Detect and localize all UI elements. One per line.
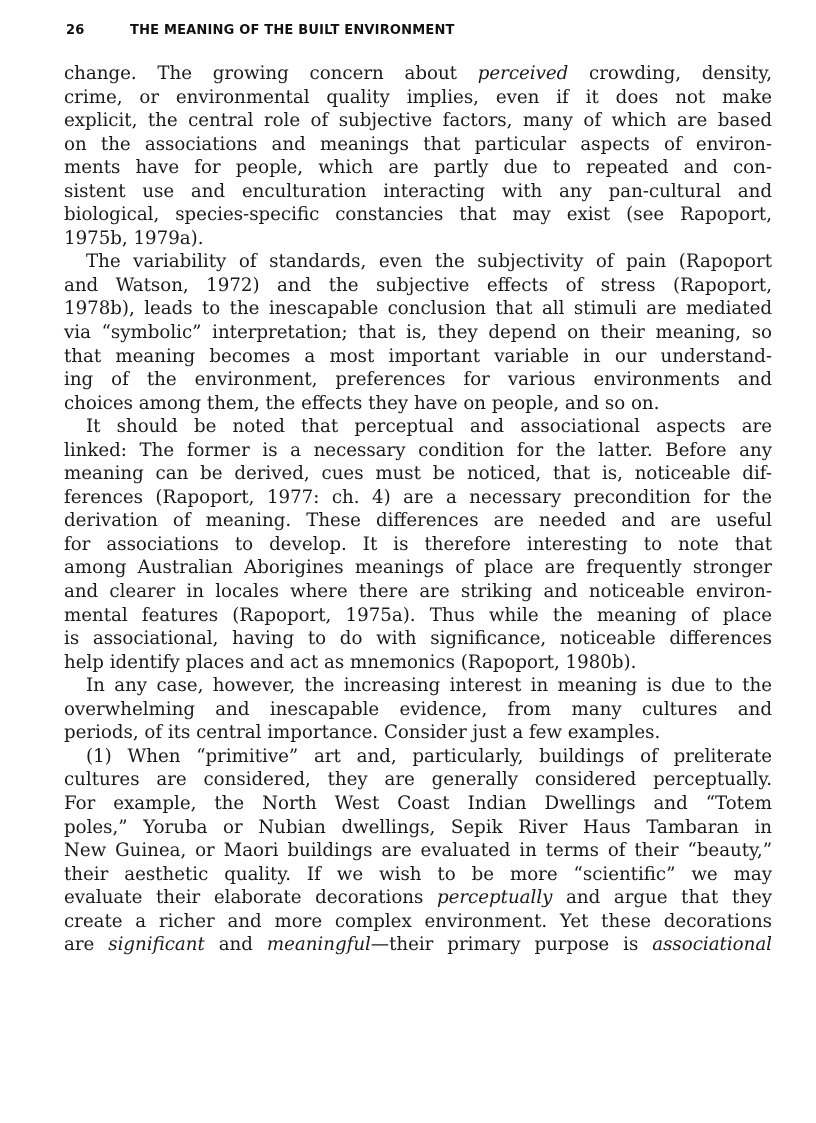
text-line xyxy=(64,745,772,769)
text-run: —their primary purpose is xyxy=(370,934,653,956)
body-text xyxy=(64,62,772,957)
text-run: ments have for people, which are partly due to repeated and con- xyxy=(64,157,772,179)
italic-text: perceived xyxy=(477,63,569,84)
text-line xyxy=(64,627,772,651)
chapter-title: THE MEANING OF THE BUILT ENVIRONMENT xyxy=(130,22,455,38)
text-line xyxy=(64,580,772,604)
text-line xyxy=(64,556,772,580)
text-run: sistent use and enculturation interacting with any pan-cultural and xyxy=(64,180,772,202)
text-run: on the associations and meanings that particular aspects of environ- xyxy=(64,133,772,155)
text-line xyxy=(64,392,772,416)
text-run: and xyxy=(204,934,267,956)
text-run: For example, the North West Coast Indian Dwellings and “Totem xyxy=(64,792,772,814)
text-line xyxy=(64,86,772,110)
italic-text: associational xyxy=(652,934,772,956)
text-run: crowding, density, xyxy=(568,63,772,84)
text-run: mental features (Rapoport, 1975a). Thus while the meaning of place xyxy=(64,604,772,626)
text-line xyxy=(64,651,772,675)
text-run: The variability of standards, even the subjectivity of pain (Rapoport xyxy=(86,251,772,273)
text-line xyxy=(64,721,772,745)
italic-text: perceptually xyxy=(436,887,553,909)
text-run: create a richer and more complex environment. Yet these decorations xyxy=(64,910,772,932)
text-line xyxy=(64,274,772,298)
text-run: via “symbolic” interpretation; that is, they depend on their meaning, so xyxy=(64,322,772,344)
text-line xyxy=(64,203,772,227)
text-run: It should be noted that perceptual and associational aspects are xyxy=(86,416,772,438)
text-run: and Watson, 1972) and the subjective effects of stress (Rapoport, xyxy=(64,274,772,296)
text-run: their aesthetic quality. If we wish to be more “scientific” we may xyxy=(64,863,772,885)
paragraph xyxy=(64,415,772,674)
text-run: cultures are considered, they are generally considered perceptually. xyxy=(64,769,772,791)
italic-text: significant xyxy=(108,934,205,956)
text-run: 1975b, 1979a). xyxy=(64,227,204,249)
text-run: evaluate their elaborate decorations xyxy=(64,887,437,909)
text-line xyxy=(64,816,772,840)
page-number: 26 xyxy=(66,22,85,38)
text-line xyxy=(64,368,772,392)
text-line xyxy=(64,462,772,486)
text-line xyxy=(64,698,772,722)
text-run: (1) When “primitive” art and, particularly, buildings of preliterate xyxy=(86,745,772,767)
text-line xyxy=(64,345,772,369)
text-run: derivation of meaning. These differences are needed and are useful xyxy=(64,510,772,532)
text-line xyxy=(64,180,772,204)
text-run: poles,” Yoruba or Nubian dwellings, Sepik River Haus Tambaran in xyxy=(64,816,772,838)
text-run: is associational, having to do with significance, noticeable differences xyxy=(64,628,772,650)
text-line xyxy=(64,604,772,628)
text-run: 1978b), leads to the inescapable conclusion that all stimuli are mediated xyxy=(64,298,772,320)
text-run: explicit, the central role of subjective factors, many of which are based xyxy=(64,110,772,132)
text-line xyxy=(64,768,772,792)
text-run: periods, of its central importance. Consider just a few examples. xyxy=(64,722,661,744)
text-line xyxy=(64,674,772,698)
text-line xyxy=(64,863,772,887)
text-run: for associations to develop. It is therefore interesting to note that xyxy=(64,533,772,555)
text-line xyxy=(64,910,772,934)
text-run: ing of the environment, preferences for various environments and xyxy=(64,369,772,391)
text-line xyxy=(64,486,772,510)
text-run: choices among them, the effects they have on people, and so on. xyxy=(64,392,660,414)
paragraph xyxy=(64,250,772,415)
text-run: meaning can be derived, cues must be noticed, that is, noticeable dif- xyxy=(64,463,772,485)
text-run: crime, or environmental quality implies, even if it does not make xyxy=(64,86,772,108)
text-run: that meaning becomes a most important variable in our understand- xyxy=(64,345,772,367)
text-line xyxy=(64,533,772,557)
running-head xyxy=(66,20,455,40)
text-run: change. The growing concern about xyxy=(64,63,478,84)
text-line xyxy=(64,839,772,863)
text-line xyxy=(64,509,772,533)
text-run: In any case, however, the increasing interest in meaning is due to the xyxy=(86,675,772,697)
text-run: biological, species-specific constancies that may exist (see Rapoport, xyxy=(64,204,772,226)
text-line xyxy=(64,227,772,251)
text-line xyxy=(64,792,772,816)
text-run: are xyxy=(64,934,109,956)
text-run: among Australian Aborigines meanings of place are frequently stronger xyxy=(64,557,772,579)
text-run: help identify places and act as mnemonics (Rapoport, 1980b). xyxy=(64,651,637,673)
text-run: and argue that they xyxy=(552,887,773,909)
text-line xyxy=(64,439,772,463)
text-line xyxy=(64,62,772,86)
text-line xyxy=(64,156,772,180)
text-run: linked: The former is a necessary condition for the latter. Before any xyxy=(64,439,772,461)
text-line xyxy=(64,321,772,345)
text-line xyxy=(64,297,772,321)
text-line xyxy=(64,933,772,957)
italic-text: meaningful xyxy=(266,934,371,956)
text-line xyxy=(64,109,772,133)
text-run: ferences (Rapoport, 1977: ch. 4) are a necessary precondition for the xyxy=(64,486,772,508)
text-line xyxy=(64,886,772,910)
text-line xyxy=(64,415,772,439)
paragraph xyxy=(64,674,772,745)
text-line xyxy=(64,133,772,157)
text-run: overwhelming and inescapable evidence, from many cultures and xyxy=(64,698,772,720)
paragraph xyxy=(64,62,772,250)
text-line xyxy=(64,250,772,274)
text-run: New Guinea, or Maori buildings are evaluated in terms of their “beauty,” xyxy=(64,840,772,862)
text-run: and clearer in locales where there are striking and noticeable environ- xyxy=(64,581,772,603)
paragraph xyxy=(64,745,772,957)
